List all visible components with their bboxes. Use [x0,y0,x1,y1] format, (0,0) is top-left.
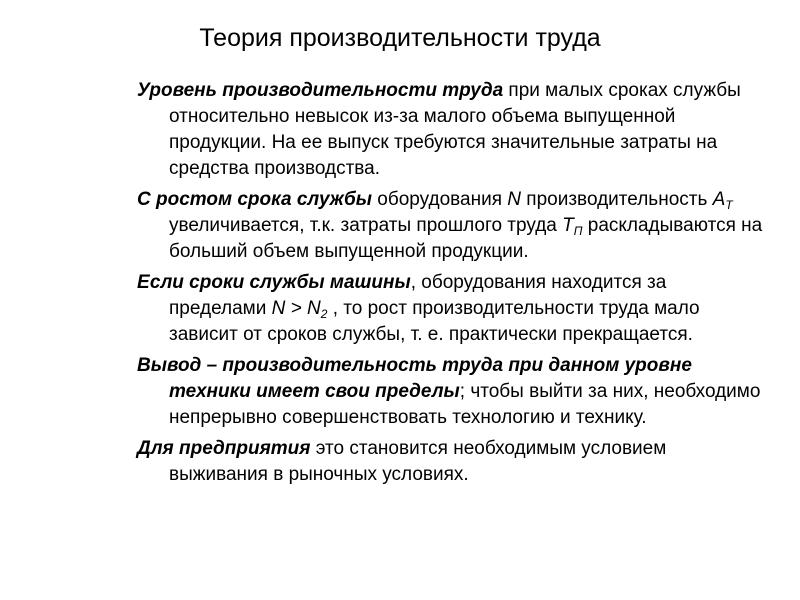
variable-a [713,189,733,210]
variable-n: N [507,189,522,210]
variable-t [562,215,582,236]
paragraph-service-life-growth [137,187,767,265]
expression-n-gt-n2 [272,298,328,319]
paragraph-service-life-limits [137,270,767,348]
paragraph-text: при малых сроках службы относительно невысок из-за малого объема выпущенной продукции. На ее выпуск требуются значительные затраты на средства производства. [169,80,741,179]
paragraph-text: , оборудования находится за пределами [169,272,667,319]
paragraph-lead: Уровень производительности труда [137,80,504,101]
variable-a-subscript: Т [725,198,733,212]
paragraph-productivity-level [137,78,767,182]
paragraph-text: ; чтобы выйти за них, необходимо непрерывно совершенствовать технологию и технику. [169,381,761,428]
slide-title: Теория производительности труда [199,24,601,52]
paragraph-text: , то рост производительности труда мало зависит от сроков службы, т. е. практически прекращается. [169,298,700,345]
paragraph-text: увеличивается, т.к. затраты прошлого труда [169,215,563,236]
variable-t-symbol: Т [562,215,574,236]
paragraph-lead: С ростом срока службы [137,189,372,210]
paragraph-text: оборудования [372,189,508,210]
expression-subscript: 2 [320,307,328,321]
expression-text: N > N [271,298,321,319]
paragraph-text: раскладываются на больший объем выпущенной продукции. [169,215,763,262]
slide-body [137,78,767,493]
variable-a-symbol: А [712,189,726,210]
paragraph-enterprise [137,436,767,488]
paragraph-conclusion [137,353,767,431]
paragraph-text: производительность [521,189,713,210]
paragraph-lead: Для предприятия [137,438,311,459]
paragraph-text: это становится необходимым условием выживания в рыночных условиях. [169,438,667,485]
variable-t-subscript: П [573,224,583,238]
paragraph-lead: Вывод – производительность труда при данном уровне техники имеет свои пределы [137,355,692,402]
paragraph-lead: Если сроки службы машины [137,272,411,293]
